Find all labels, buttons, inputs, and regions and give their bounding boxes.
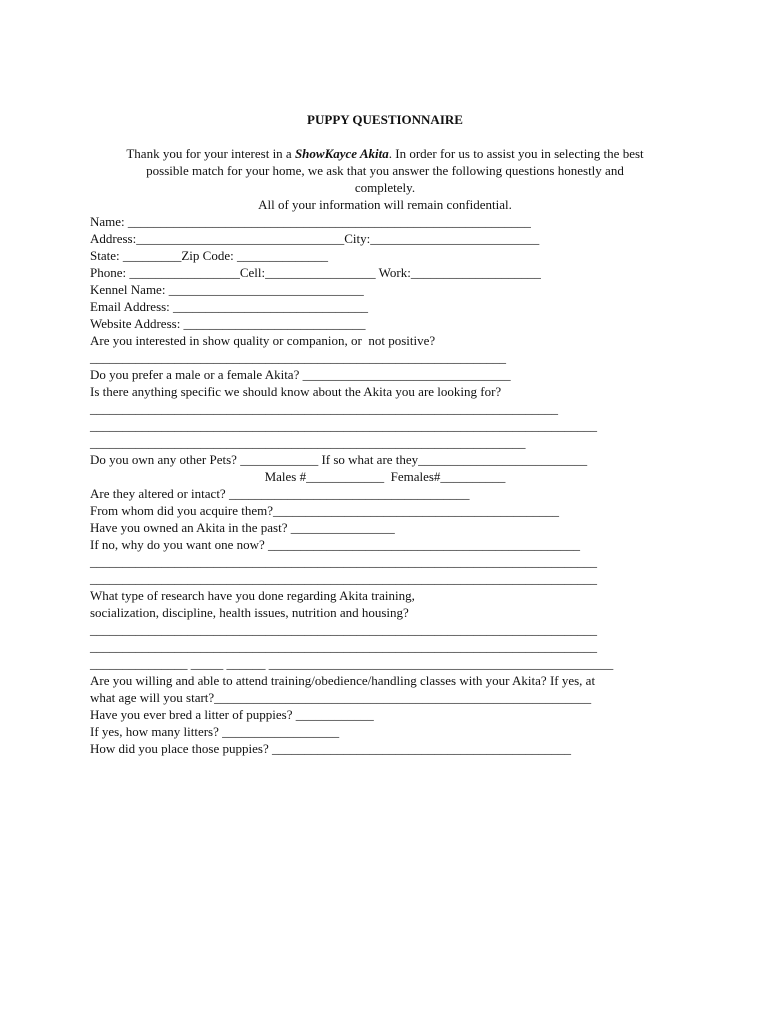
question-altered-intact[interactable]: Are they altered or intact? _____________________________________ [90, 486, 470, 501]
email-address-field[interactable]: Email Address: ______________________________ [90, 299, 369, 314]
question-other-pets[interactable]: Do you own any other Pets? ____________ If so what are they__________________________ [90, 452, 588, 467]
question-anything-specific: Is there anything specific we should know about the Akita you are looking for? [90, 384, 502, 399]
question-place-puppies[interactable]: How did you place those puppies? ______________________________________________ [90, 741, 571, 756]
answer-line[interactable]: ________________________________________________________________________ [90, 401, 558, 416]
intro-line-4: All of your information will remain confidential. [258, 197, 512, 212]
answer-line[interactable]: ______________________________________________________________________________ [90, 554, 597, 569]
answer-line[interactable]: ________________________________________________________________ [90, 350, 506, 365]
question-research: What type of research have you done regarding Akita training, [90, 588, 415, 603]
question-bred-litter[interactable]: Have you ever bred a litter of puppies? ____________ [90, 707, 374, 722]
answer-line[interactable]: ___________________________________________________________________ [90, 435, 526, 450]
state-zip-field[interactable]: State: _________Zip Code: ______________ [90, 248, 328, 263]
brand-name: ShowKayce Akita [294, 146, 389, 161]
question-training-classes: Are you willing and able to attend training/obedience/handling classes with your Akita? If yes, at [90, 673, 596, 688]
question-show-quality: Are you interested in show quality or companion, or not positive? [90, 333, 436, 348]
intro-line-2: possible match for your home, we ask that you answer the following questions honestly and [146, 163, 624, 178]
question-how-many-litters[interactable]: If yes, how many litters? __________________ [90, 724, 340, 739]
address-city-field[interactable]: Address:________________________________City:__________________________ [90, 231, 540, 246]
question-owned-akita[interactable]: Have you owned an Akita in the past? ________________ [90, 520, 395, 535]
answer-line[interactable]: _______________ _____ ______ _____________________________________________________ [90, 656, 614, 671]
question-acquire-from[interactable]: From whom did you acquire them?____________________________________________ [90, 503, 560, 518]
kennel-name-field[interactable]: Kennel Name: ______________________________ [90, 282, 364, 297]
phone-cell-work-field[interactable]: Phone: _________________Cell:_________________ Work:____________________ [90, 265, 541, 280]
question-training-age[interactable]: what age will you start?__________________________________________________________ [90, 690, 592, 705]
website-address-field[interactable]: Website Address: ____________________________ [90, 316, 366, 331]
question-male-female[interactable]: Do you prefer a male or a female Akita? ________________________________ [90, 367, 511, 382]
answer-line[interactable]: ______________________________________________________________________________ [90, 418, 597, 433]
question-research-cont: socialization, discipline, health issues, nutrition and housing? [90, 605, 409, 620]
answer-line[interactable]: ______________________________________________________________________________ [90, 622, 597, 637]
answer-line[interactable]: ______________________________________________________________________________ [90, 571, 597, 586]
question-why-want[interactable]: If no, why do you want one now? ________________________________________________ [90, 537, 580, 552]
document-title: PUPPY QUESTIONNAIRE [307, 112, 463, 127]
intro-line-3: completely. [354, 180, 416, 195]
name-field[interactable]: Name: ______________________________________________________________ [90, 214, 531, 229]
intro-line-1: Thank you for your interest in a ShowKayce Akita. In order for us to assist you in selecting the best [126, 146, 644, 161]
males-females-field[interactable]: Males #____________ Females#__________ [264, 469, 506, 484]
answer-line[interactable]: ______________________________________________________________________________ [90, 639, 597, 654]
